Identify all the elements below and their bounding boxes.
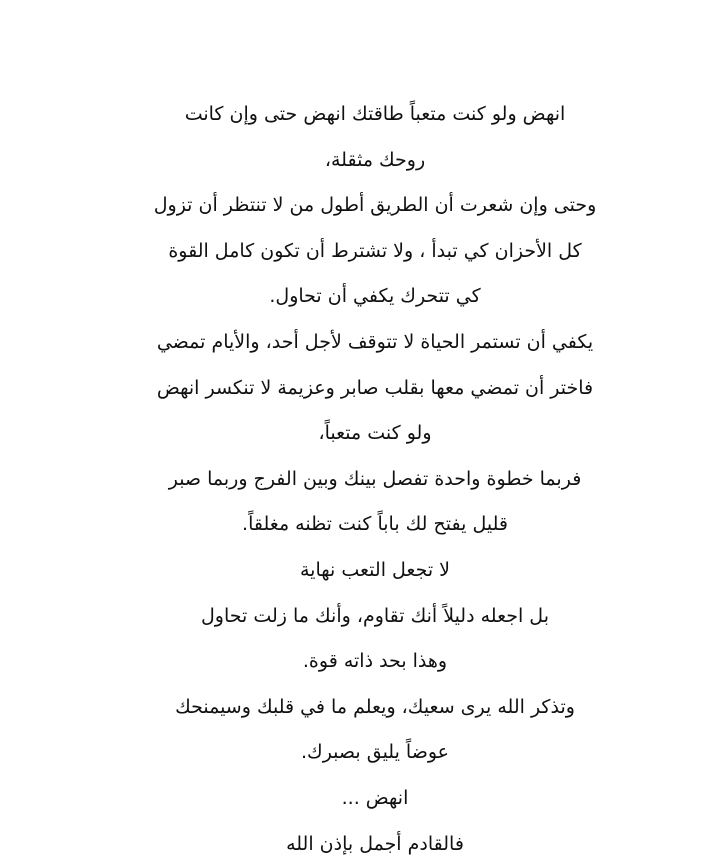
text-line: كي تتحرك يكفي أن تحاول.: [90, 274, 660, 320]
text-line: قليل يفتح لك باباً كنت تظنه مغلقاً.: [90, 502, 660, 548]
text-line: انهض ...: [90, 776, 660, 822]
text-line: روحك مثقلة،: [90, 138, 660, 184]
poem-text: [90, 92, 660, 867]
text-line: ولو كنت متعباً،: [90, 411, 660, 457]
text-line: فالقادم أجمل بإذن الله: [90, 822, 660, 867]
text-line: كل الأحزان كي تبدأ ، ولا تشترط أن تكون كامل القوة: [90, 229, 660, 275]
text-line: وتذكر الله يرى سعيك، ويعلم ما في قلبك وسيمنحك: [90, 685, 660, 731]
text-line: لا تجعل التعب نهاية: [90, 548, 660, 594]
text-line: وهذا بحد ذاته قوة.: [90, 639, 660, 685]
text-line: عوضاً يليق بصبرك.: [90, 730, 660, 776]
text-line: انهض ولو كنت متعباً طاقتك انهض حتى وإن كانت: [90, 92, 660, 138]
text-line: يكفي أن تستمر الحياة لا تتوقف لأجل أحد، والأيام تمضي: [90, 320, 660, 366]
text-line: فاختر أن تمضي معها بقلب صابر وعزيمة لا تنكسر انهض: [90, 366, 660, 412]
text-line: وحتى وإن شعرت أن الطريق أطول من لا تنتظر أن تزول: [90, 183, 660, 229]
text-line: فربما خطوة واحدة تفصل بينك وبين الفرج وربما صبر: [90, 457, 660, 503]
text-line: بل اجعله دليلاً أنك تقاوم، وأنك ما زلت تحاول: [90, 594, 660, 640]
